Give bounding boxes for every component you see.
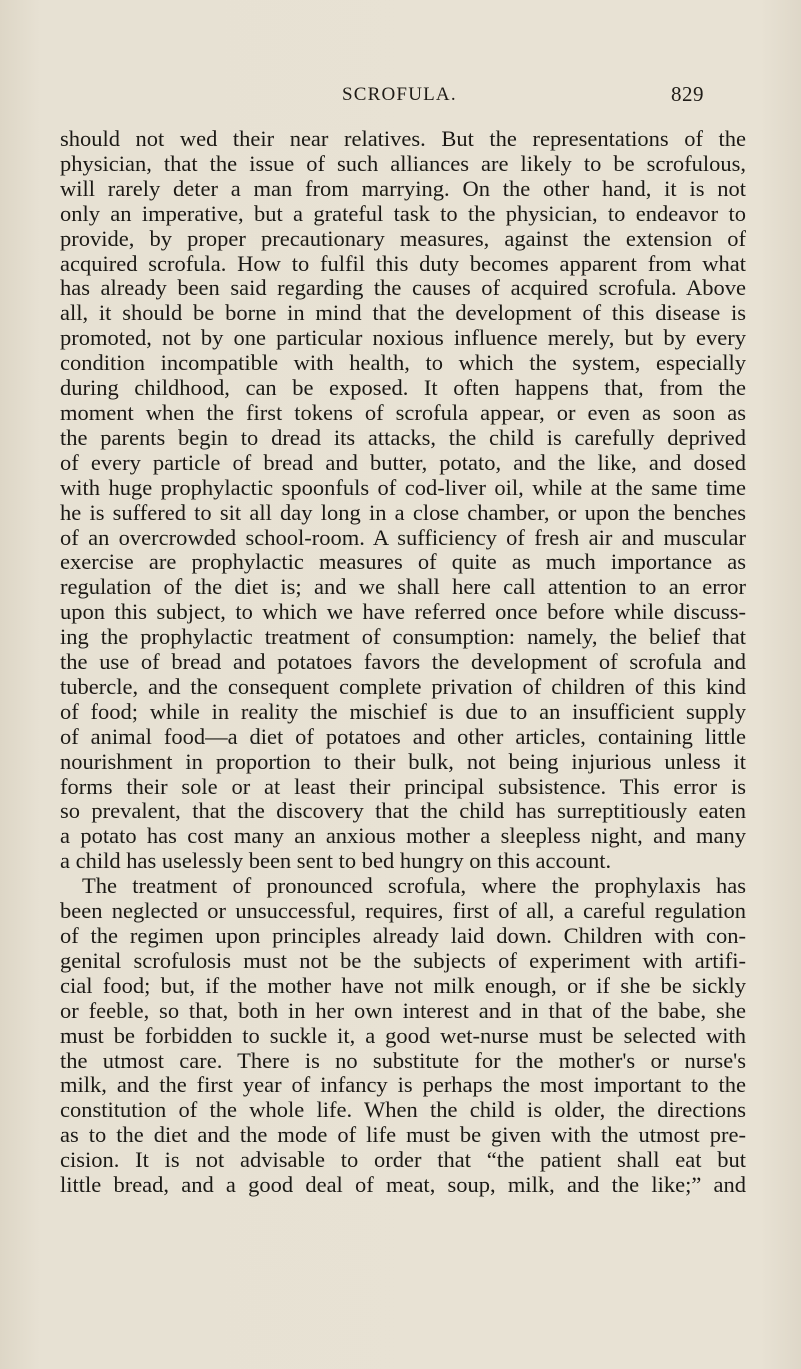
page-header	[0, 82, 801, 112]
text-line: has already been said regarding the causes of acquired scrofula. Above	[60, 275, 746, 301]
text-line: or feeble, so that, both in her own interest and in that of the babe, she	[60, 997, 746, 1023]
text-line: condition incompatible with health, to which the system, especially	[60, 350, 746, 376]
text-line: of the regimen upon principles already laid down. Children with con-	[60, 923, 746, 948]
text-line: forms their sole or at least their principal subsistence. This error is	[60, 773, 746, 799]
text-line: should not wed their near relatives. But the representations of the	[60, 126, 746, 151]
text-line: moment when the first tokens of scrofula appear, or even as soon as	[60, 399, 746, 425]
text-line: must be forbidden to suckle it, a good wet-nurse must be selected with	[60, 1022, 746, 1048]
text-line: of food; while in reality the mischief is due to an insufficient supply	[60, 698, 746, 724]
text-line: so prevalent, that the discovery that the child has surreptitiously eaten	[60, 798, 746, 824]
text-line: a potato has cost many an anxious mother a sleepless night, and many	[60, 823, 746, 849]
text-line: he is suffered to sit all day long in a close chamber, or upon the benches	[60, 499, 746, 525]
text-line: tubercle, and the consequent complete privation of children of this kind	[60, 673, 746, 699]
text-line: as to the diet and the mode of life must be given with the utmost pre-	[60, 1122, 746, 1148]
text-line: provide, by proper precautionary measures, against the extension of	[60, 225, 746, 251]
text-line: nourishment in proportion to their bulk, not being injurious unless it	[60, 748, 746, 774]
text-line: promoted, not by one particular noxious influence merely, but by every	[60, 325, 746, 351]
text-line: regulation of the diet is; and we shall here call attention to an error	[60, 574, 746, 600]
text-line: constitution of the whole life. When the child is older, the directions	[60, 1097, 746, 1123]
text-line: cial food; but, if the mother have not milk enough, or if she be sickly	[60, 972, 746, 998]
text-line: of animal food—a diet of potatoes and other articles, containing little	[60, 723, 746, 749]
text-line: little bread, and a good deal of meat, soup, milk, and the like;” and	[60, 1172, 746, 1198]
text-line: all, it should be borne in mind that the development of this disease is	[60, 300, 746, 326]
text-line: exercise are prophylactic measures of quite as much importance as	[60, 549, 746, 575]
text-line: acquired scrofula. How to fulfil this duty becomes apparent from what	[60, 250, 746, 276]
text-line: of an overcrowded school-room. A sufficiency of fresh air and muscular	[60, 524, 746, 550]
page-number: 829	[671, 82, 704, 106]
text-line-paragraph-start: The treatment of pronounced scrofula, where the prophylaxis has	[82, 873, 746, 899]
text-line: milk, and the first year of infancy is perhaps the most important to the	[60, 1072, 746, 1098]
text-line: physician, that the issue of such alliances are likely to be scrofulous,	[60, 150, 746, 176]
text-line: only an imperative, but a grateful task to the physician, to endeavor to	[60, 200, 746, 226]
text-line: with huge prophylactic spoonfuls of cod-liver oil, while at the same time	[60, 474, 746, 500]
running-title: SCROFULA.	[342, 84, 457, 105]
text-line: genital scrofulosis must not be the subjects of experiment with artifi-	[60, 947, 746, 973]
text-line: the use of bread and potatoes favors the development of scrofula and	[60, 649, 746, 675]
body-text	[60, 127, 746, 1198]
text-line: during childhood, can be exposed. It often happens that, from the	[60, 375, 746, 401]
text-line: the utmost care. There is no substitute for the mother's or nurse's	[60, 1047, 746, 1073]
text-line: cision. It is not advisable to order that “the patient shall eat but	[60, 1147, 746, 1173]
text-line: ing the prophylactic treatment of consumption: namely, the belief that	[60, 624, 746, 650]
text-line: of every particle of bread and butter, potato, and the like, and dosed	[60, 449, 746, 475]
text-line: been neglected or unsuccessful, requires, first of all, a careful regulation	[60, 898, 746, 924]
text-line: the parents begin to dread its attacks, the child is carefully deprived	[60, 424, 746, 450]
text-line: upon this subject, to which we have referred once before while discuss-	[60, 599, 746, 625]
text-line-paragraph-end: a child has uselessly been sent to bed hungry on this account.	[60, 848, 612, 874]
text-line: will rarely deter a man from marrying. On the other hand, it is not	[60, 175, 746, 201]
